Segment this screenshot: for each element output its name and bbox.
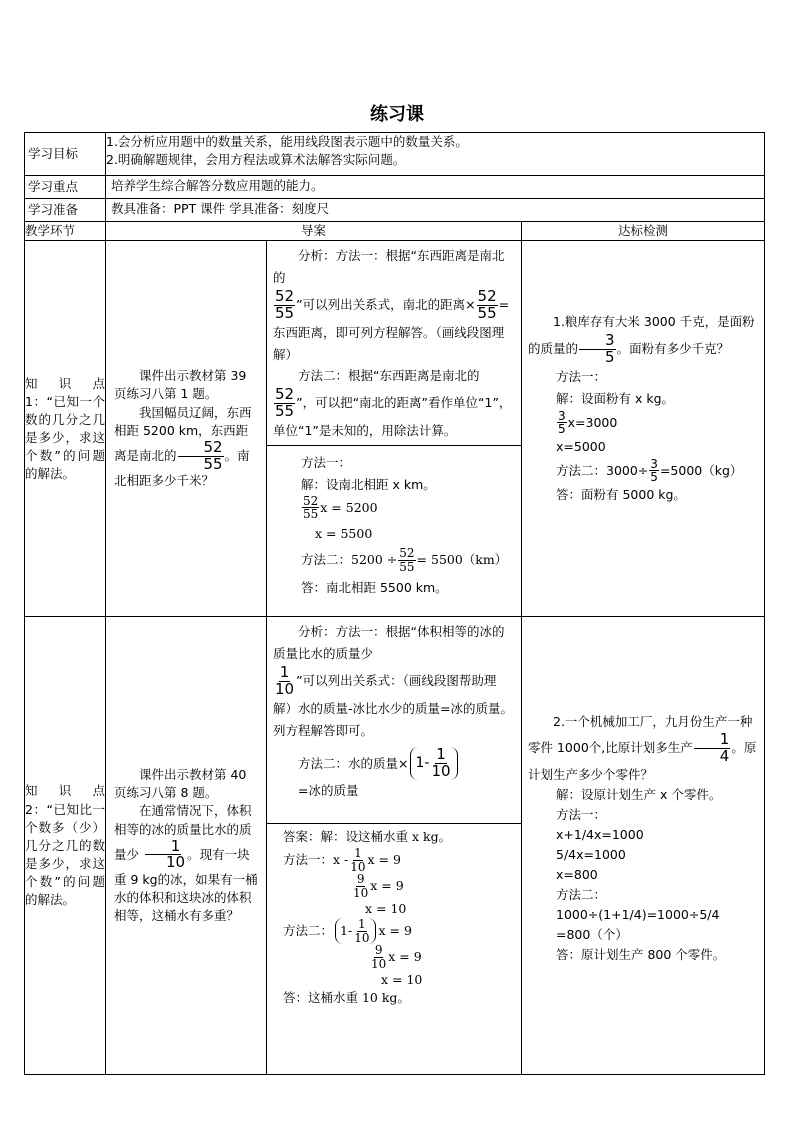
kp1-task [106,241,267,617]
kp1-check-m1: 方法一： [556,368,607,384]
header-col2: 导案 [106,222,522,241]
goal-line-2: 2.明确解题规律，会用方程法或算术法解答实际问题。 [106,152,406,168]
kp1-sol-fraction: 52 55 [303,493,319,522]
kp2-sol-x10-b: x = 10 [381,971,423,987]
focus-content: 培养学生综合解答分数应用题的能力。 [106,176,765,199]
kp1-sol-set: 解：设南北相距 x km。 [301,476,436,492]
kp1-sol-math: 52 55 x = 5200 x = 5500 方法二：5200 ÷ $\frac{52}{55}$ = 5500（km） [301,493,508,574]
kp1-check-eq2: x=5000 [556,438,606,454]
kp1-row [25,241,765,617]
kp2-task-line2: 在通常情况下，体积相等的冰的质量比水的质量少 $\frac{1}{10}$ 。现有一块重 9 kg的冰，如果有一桶水的体积和这块冰的体积相等，这桶水有多重？ [114,803,258,924]
kp2-sol-m2: 方法二： 1- 1 10 x = 9 [283,917,412,945]
kp2-analysis: 分析：方法一：根据“体积相等的冰的质量比水的质量少 $\frac{1}{10}$ ”可以列出关系式：（画线段图帮助理解）水的质量-冰比水少的质量=冰的质量。列方程解答即可。 方法二：水的质量× 1- 1 10 =冰的质量 [267,617,521,824]
goal-row [25,133,765,176]
kp1-check-answer: 答：面粉有 5000 kg。 [556,486,686,502]
kp1-analysis-fraction-1: $\frac{52}{55}$ [275,287,295,322]
prep-content: 教具准备：PPT 课件 学具准备：刻度尺 [106,199,765,222]
kp2-sol-eq4: 9 10 x = 9 [371,943,422,972]
kp1-task-fraction: $\frac{52}{55}$ [178,440,224,473]
header-row [25,222,765,241]
kp1-check-eq1: 3 5 x=3000 [558,408,618,437]
kp1-solution [267,446,521,598]
kp2-check-solution: 解：设原计划生产 x 个零件。 方法一： x+1/4x=1000 5/4x=1000 x=800 方法二： 1000÷(1+1/4)=1000÷5/4 =800（个） 答：原计划生产 800 个零件。 [556,786,726,962]
kp1-task-line2 [114,404,258,491]
page-title: 练习课 [370,104,424,125]
kp1-sol-m1: 方法一： [301,455,352,471]
lesson-table [24,132,765,1075]
kp2-analysis-fraction: $\frac{1}{10}$ [275,663,295,698]
kp2-guide [267,617,522,1075]
goal-line-1: 1.会分析应用题中的数量关系，能用线段图表示题中的数量关系。 [106,134,468,149]
kp1-task-text-b: 。南北相距多少千米？ [114,447,250,489]
kp1-sol-answer: 答：南北相距 5500 km。 [301,580,448,596]
kp2-task-line1: 课件出示教材第 40 页练习八第 8 题。 [114,767,247,801]
header-col3: 达标检测 [522,222,765,241]
focus-row [25,176,765,199]
kp1-analysis: 分析：方法一：根据“东西距离是南北的 $\frac{52}{55}$ ”可以列出关系式，南北的距离× $\frac{52}{55}$ =东西距离，即可列方程解答。（画线段图理解） 方法二：根据“东西距离是南北的 $\frac{52}{55}$ ”，可以把“南北的距离”看作单位“1”，单位“1”是未知的，用除法计算。 [267,241,521,446]
kp1-check [522,241,765,617]
kp2-sol-answer: 答：这桶水重 10 kg。 [283,990,410,1006]
kp1-task-text-a: 我国幅员辽阔，东西相距 5200 km，东西距离是南北的 [114,404,252,463]
kp1-label: 知识点 1：“已知一个数的几分之几是多少，求这个数”的问题的解法。 [25,241,106,617]
kp1-check-problem: 1.粮库存有大米 3000 千克，是面粉的质量的 $\frac{3}{5}$ 。面粉有多少千克？ [528,314,755,366]
kp2-check [522,617,765,1075]
prep-label: 学习准备 [25,199,106,222]
focus-label: 学习重点 [25,176,106,199]
goal-label: 学习目标 [25,133,106,176]
kp2-task-fraction: $\frac{1}{10}$ [140,839,186,872]
prep-row [25,199,765,222]
header-col1: 教学环节 [25,222,106,241]
kp2-check-problem: 2.一个机械加工厂，九月份生产一种零件 1000个,比原计划多生产 $\frac{1}{4}$ 。原计划生产多少个零件？ [528,714,757,782]
kp2-row [25,617,765,1075]
kp2-sol-m1: 方法一：x - 1 10 x = 9 [283,846,401,874]
kp1-guide [267,241,522,617]
kp1-analysis-fraction-3: $\frac{52}{55}$ [275,385,295,420]
kp2-analysis-m2: 方法二：水的质量× 1- 1 10 =冰的质量 [273,747,515,801]
kp1-sol-m2-fraction: $\frac{52}{55}$ [399,546,415,574]
kp1-check-m2: 方法二：3000÷ $\frac{3}{5}$ =5000（kg） [556,456,743,485]
kp1-check-set: 解：设面粉有 x kg。 [556,390,675,406]
kp2-task [106,617,267,1075]
kp1-task-line1: 课件出示教材第 39 页练习八第 1 题。 [114,368,247,402]
kp1-check-fraction: $\frac{3}{5}$ [579,333,616,366]
kp2-check-fraction: $\frac{1}{4}$ [694,732,731,765]
kp2-solution [267,824,521,1008]
kp1-analysis-fraction-2: $\frac{52}{55}$ [477,287,497,322]
kp2-sol-head: 答案：解：设这桶水重 x kg。 [283,829,452,845]
kp2-sol-x10-a: x = 10 [365,900,407,916]
kp2-sol-eq2: 9 10 x = 9 [353,872,404,900]
goal-content [106,133,765,176]
kp2-label: 知识点 2：“已知比一个数多（少）几分之几的数是多少，求这个数”的问题的解法。 [25,617,106,1075]
